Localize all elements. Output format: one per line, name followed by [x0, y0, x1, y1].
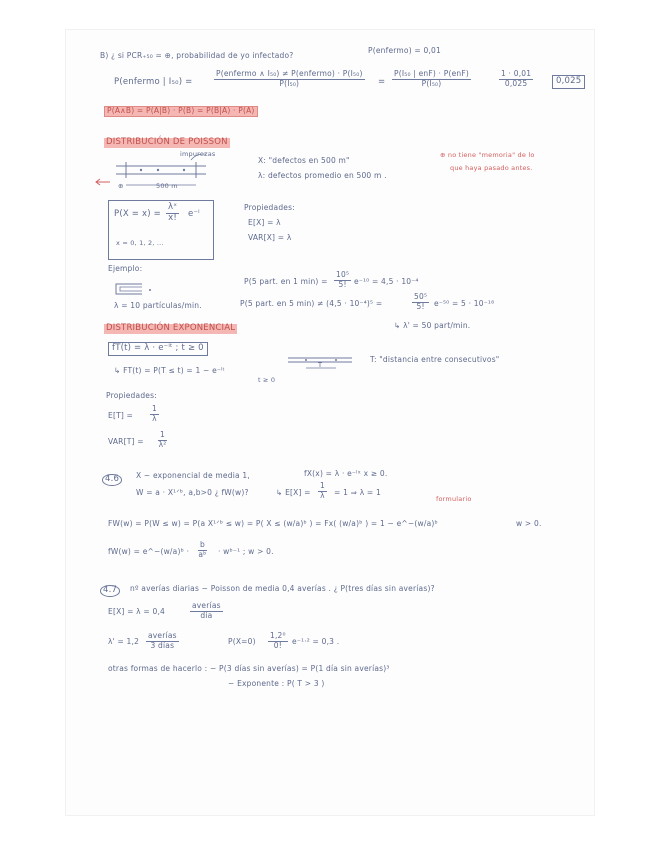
exponential-cdf: ↳ FT(t) = P(T ≤ t) = 1 − e⁻ˡᵗ: [114, 366, 225, 375]
example-1-num: 10⁵: [336, 270, 350, 279]
exp-var-frac: [156, 431, 169, 449]
direction-circle-icon: ⊕: [118, 182, 124, 190]
problem-4-6-cdf: FW(w) = P(W ≤ w) = P(a X¹ᐟᵇ ≤ w) = P( X ≤ (w/a)ᵇ ) = Fx( (w/a)ᵇ ) = 1 − e^−(w/a)ᵇ: [108, 519, 438, 528]
problem-4-6-number: 4.6: [102, 474, 122, 486]
example-1-left: P(5 part. en 1 min) =: [244, 277, 328, 286]
bayes-num-1: P(enfermo ∧ I₅₀) ≠ P(enfermo) · P(I₅₀): [216, 69, 363, 78]
example-1-rest: e⁻¹⁰ = 4,5 · 10⁻⁴: [354, 277, 419, 286]
bayes-result: 0,025: [552, 75, 585, 89]
example-2-den: 5!: [416, 301, 425, 311]
conditional-rule-highlight: P(A∧B) = P(A|B) · P(B) = P(B|A) · P(A): [104, 106, 258, 117]
problem-4-6-pdf-frac: [196, 541, 209, 559]
bayes-den-1: P(I₅₀): [279, 78, 300, 88]
problem-4-6-pdf-num: b: [200, 540, 205, 549]
example-2-frac: [410, 293, 431, 311]
exponential-title: DISTRIBUCIÓN EXPONENCIAL: [106, 323, 236, 333]
bayes-frac-2: [390, 70, 473, 88]
bayes-num-3: 1 · 0,01: [501, 69, 532, 78]
exp-mean-num: 1: [152, 404, 157, 413]
problem-4-7-other-ways: otras formas de hacerlo : − P(3 días sin averías) = P(1 día sin averías)³: [108, 664, 390, 673]
ejemplo-label: Ejemplo:: [108, 264, 143, 273]
pmf-exp: e⁻ˡ: [188, 209, 200, 219]
rate-label: λ = 10 partículas/min.: [114, 301, 202, 310]
exp-mean-frac: [148, 405, 161, 423]
poisson-var: VAR[X] = λ: [248, 233, 292, 242]
example-2-num: 50⁵: [414, 292, 428, 301]
problem-4-7-mean-left: E[X] = λ = 0,4: [108, 607, 165, 616]
problem-4-7-rate-left: λ' = 1,2: [108, 637, 140, 646]
problem-4-6-mean-left: ↳ E[X] =: [276, 488, 311, 497]
pmf-frac: [164, 203, 181, 224]
problem-4-6-pdf-den: aᵇ: [198, 549, 207, 559]
bayes-den-2: P(I₅₀): [421, 78, 442, 88]
example-1-den: 5!: [338, 279, 347, 289]
problem-4-7-rate-num: averías: [148, 631, 177, 640]
problem-4-6-mean-num: 1: [320, 481, 325, 490]
problem-4-6-line2: W = a · X¹ᐟᵇ, a,b>0 ¿ fW(w)?: [136, 488, 249, 497]
problem-4-7-rate-frac: [144, 632, 181, 650]
problem-4-7-exponent: − Exponente : P( T > 3 ): [228, 679, 325, 688]
problem-4-6-pdf-left: fW(w) = e^−(w/a)ᵇ ·: [108, 547, 190, 556]
bayes-frac-1: [212, 70, 367, 88]
formulario-note: formulario: [436, 495, 472, 503]
exp-var-num: 1: [160, 430, 165, 439]
bayes-den-3: 0,025: [504, 78, 528, 88]
pmf-support: x = 0, 1, 2, ...: [116, 239, 164, 247]
t-definition: T: "distancia entre consecutivos": [370, 355, 500, 364]
exponential-pdf: fT(t) = λ · e⁻ˡᵗ ; t ≥ 0: [108, 342, 208, 356]
poisson-title: DISTRIBUCIÓN DE POISSON: [106, 137, 228, 147]
problem-4-7-p0-den: 0!: [273, 640, 282, 650]
problem-4-6-line1: X ~ exponencial de media 1,: [136, 471, 250, 480]
pmf-num: λˣ: [168, 202, 178, 212]
example-2-rest: e⁻⁵⁰ = 5 · 10⁻¹⁶: [434, 299, 495, 308]
problem-4-7-p0-rest: e⁻¹·² = 0,3 .: [292, 637, 340, 646]
bayes-num-2: P(I₅₀ | enF) · P(enF): [394, 69, 469, 78]
bayes-frac-3: [497, 70, 535, 88]
example-2-left: P(5 part. en 5 min) ≠ (4,5 · 10⁻⁴)⁵ =: [240, 299, 383, 308]
problem-4-7-p0-num: 1,2⁰: [270, 631, 286, 640]
exp-var-left: VAR[T] =: [108, 437, 144, 446]
problem-4-6-mean-frac: [316, 482, 329, 500]
problem-4-7-rate-den: 3 días: [150, 640, 175, 650]
problem-4-6-mean-den: λ: [320, 490, 325, 500]
problem-4-7-number: 4.7: [100, 585, 120, 597]
exp-mean-den: λ: [152, 413, 157, 423]
bayes-eq: =: [378, 77, 386, 87]
problem-4-7-line1: nº averías diarias ~ Poisson de media 0,4 averías . ¿ P(tres días sin averías)?: [130, 584, 435, 593]
interval-label: T: [318, 361, 323, 369]
problem-4-6-pdf: fX(x) = λ · e⁻ˡˣ x ≥ 0.: [304, 469, 388, 478]
impurezas-label: impurezas: [180, 150, 216, 158]
problem-4-7-mean-num: averías: [192, 601, 221, 610]
poisson-props-title: Propiedades:: [244, 203, 295, 212]
poisson-mean: E[X] = λ: [248, 218, 281, 227]
pmf-left: P(X = x) =: [114, 209, 161, 219]
tube-sketch: [112, 282, 162, 298]
pmf-den: x!: [168, 212, 178, 223]
exp-mean-left: E[T] =: [108, 411, 134, 420]
exp-props-title: Propiedades:: [106, 391, 157, 400]
problem-4-7-p0-left: P(X=0): [228, 637, 256, 646]
memory-note-2: que haya pasado antes.: [450, 164, 533, 172]
x-definition: X: "defectos en 500 m": [258, 156, 350, 165]
problem-4-7-p0-frac: [266, 632, 290, 650]
length-label: 500 m: [156, 182, 178, 190]
exp-var-den: λ²: [158, 439, 167, 449]
given-probability: P(enfermo) = 0,01: [368, 46, 441, 55]
exponential-cdf-cond: t ≥ 0: [258, 376, 276, 384]
problem-4-7-mean-den: día: [200, 610, 213, 620]
problem-4-7-mean-frac: [188, 602, 225, 620]
lambda-definition: λ: defectos promedio en 500 m .: [258, 171, 387, 180]
bayes-left: P(enfermo | I₅₀) =: [114, 77, 193, 87]
section-b-header: B) ¿ si PCR₊₅₀ = ⊕, probabilidad de yo infectado?: [100, 51, 294, 60]
problem-4-6-cdf-cond: w > 0.: [516, 519, 542, 528]
problem-4-6-mean-rest: = 1 ⇒ λ = 1: [334, 488, 381, 497]
example-1-frac: [332, 271, 353, 289]
memory-note-1: ⊕ no tiene "memoria" de lo: [440, 151, 535, 159]
example-2-note: ↳ λ' = 50 part/min.: [394, 321, 471, 330]
problem-4-6-pdf-rest: · wᵇ⁻¹ ; w > 0.: [218, 547, 274, 556]
